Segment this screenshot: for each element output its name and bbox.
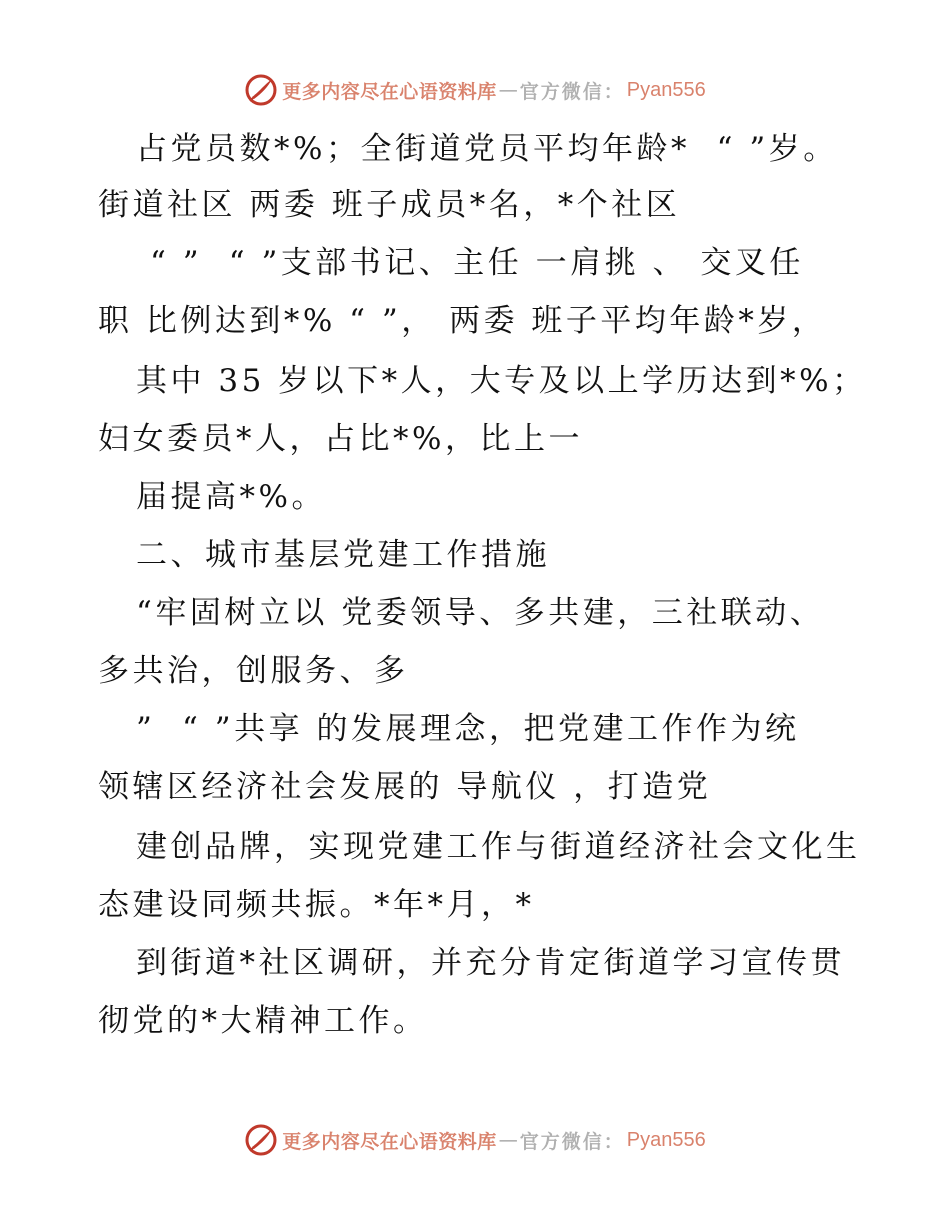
- footer-separator: —: [498, 1129, 518, 1151]
- text-line: 领辖区经济社会发展的 导航仪 ，打造党: [98, 769, 712, 805]
- text-line: ” “ ”共享 的发展理念，把党建工作作为统: [136, 711, 800, 747]
- section-heading: 二、城市基层党建工作措施: [136, 537, 550, 573]
- footer-banner: [0, 1120, 950, 1160]
- text-line: 占党员数*%；全街道党员平均年龄* “ ”岁。: [136, 131, 838, 167]
- header-site-name: 更多内容尽在心语资料库: [282, 80, 497, 103]
- quill-logo-icon: [244, 1123, 278, 1157]
- text-line: 多共治，创服务、多: [98, 653, 409, 689]
- footer-site-name: 更多内容尽在心语资料库: [282, 1130, 497, 1153]
- text-line: 其中 35 岁以下*人，大专及以上学历达到*%；: [136, 363, 867, 399]
- header-wechat-label: 官方微信：: [519, 80, 625, 103]
- text-line: 届提高*%。: [136, 479, 326, 515]
- text-line: 建创品牌，实现党建工作与街道经济社会文化生: [136, 829, 861, 865]
- footer-wechat-label: 官方微信：: [519, 1130, 625, 1153]
- text-line: 态建设同频共振。*年*月，*: [98, 887, 535, 923]
- text-line: “ ” “ ”支部书记、主任 一肩挑 、 交叉任: [150, 245, 804, 281]
- header-wechat-id: Pyan556: [626, 78, 706, 101]
- text-line: 彻党的*大精神工作。: [98, 1003, 428, 1039]
- text-line: 街道社区 两委 班子成员*名，*个社区: [98, 187, 681, 223]
- text-line: 职 比例达到*% “ ”， 两委 班子平均年龄*岁，: [98, 303, 827, 339]
- text-line: 到街道*社区调研，并充分肯定街道学习宣传贯: [136, 945, 845, 981]
- header-separator: —: [498, 79, 518, 101]
- footer-wechat-id: Pyan556: [626, 1128, 706, 1151]
- text-line: 妇女委员*人，占比*%，比上一: [98, 421, 583, 457]
- text-line: “牢固树立以 党委领导、多共建，三社联动、: [136, 595, 825, 631]
